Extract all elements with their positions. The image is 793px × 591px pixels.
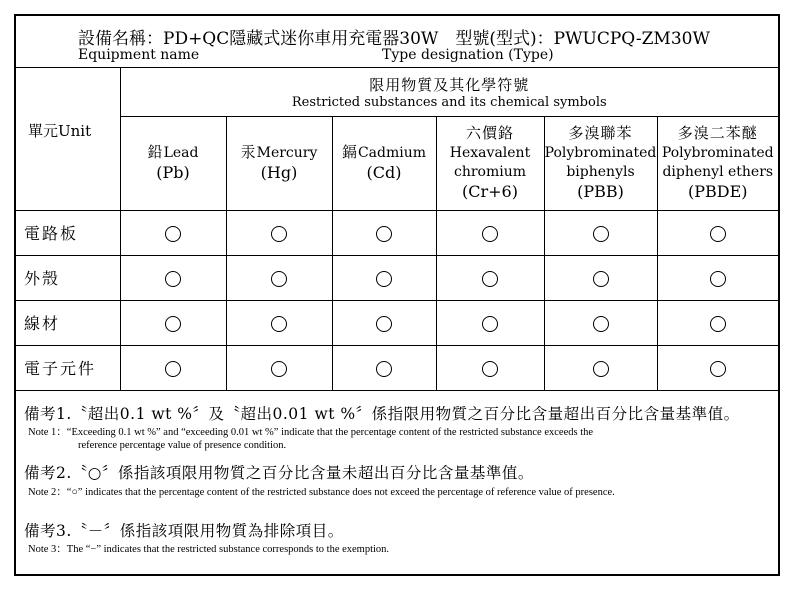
- row-label: 電子元件: [16, 345, 120, 390]
- circle-mark-icon: [710, 271, 726, 287]
- mark-cell: [120, 255, 226, 300]
- circle-mark-icon: [710, 361, 726, 377]
- equipment-header: [16, 16, 778, 68]
- unit-header: 單元Unit: [16, 68, 120, 210]
- circle-mark-icon: [271, 271, 287, 287]
- substance-pbde: 多溴二苯醚 Polybrominated diphenyl ethers (PBDE): [657, 116, 778, 210]
- circle-mark-icon: [710, 226, 726, 242]
- mark-cell: [332, 300, 436, 345]
- row-label: 外殼: [16, 255, 120, 300]
- note-3-zh: 備考3.〝－〞係指該項限用物質為排除項目。: [24, 522, 344, 540]
- restricted-substances-table: [16, 68, 778, 391]
- restricted-substances-header: [120, 68, 778, 116]
- table-row: [16, 345, 778, 390]
- mark-cell: [332, 255, 436, 300]
- mark-cell: [657, 210, 778, 255]
- circle-mark-icon: [165, 316, 181, 332]
- substance-pbb: 多溴聯苯 Polybrominated biphenyls (PBB): [544, 116, 657, 210]
- circle-mark-icon: [482, 316, 498, 332]
- mark-cell: [436, 255, 544, 300]
- row-label: 電路板: [16, 210, 120, 255]
- table-row: [16, 300, 778, 345]
- mark-cell: [226, 300, 332, 345]
- substance-cadmium: 鎘Cadmium (Cd): [332, 116, 436, 210]
- circle-mark-icon: [593, 316, 609, 332]
- mark-cell: [332, 210, 436, 255]
- note-1-en: Note 1：“Exceeding 0.1 wt %” and “exceeding 0.01 wt %” indicate that the percentage content of the restricted substance exceeds the reference percentage value of presence condition.: [28, 427, 594, 451]
- circle-mark-icon: [165, 361, 181, 377]
- circle-mark-icon: [710, 316, 726, 332]
- mark-cell: [226, 255, 332, 300]
- circle-mark-icon: [271, 226, 287, 242]
- mark-cell: [226, 210, 332, 255]
- circle-mark-icon: [271, 361, 287, 377]
- circle-mark-icon: [482, 271, 498, 287]
- note-3-en: Note 3：The “−” indicates that the restricted substance corresponds to the exemption.: [28, 544, 390, 555]
- mark-cell: [544, 300, 657, 345]
- mark-cell: [544, 255, 657, 300]
- circle-mark-icon: [593, 271, 609, 287]
- mark-cell: [226, 345, 332, 390]
- note-2-en: Note 2：“○” indicates that the percentage content of the restricted substance does not exceed the percentage of reference value of presence.: [28, 487, 615, 498]
- restricted-substances-zh: 限用物質及其化學符號: [369, 75, 530, 94]
- table-row: [16, 255, 778, 300]
- mark-cell: [120, 210, 226, 255]
- mark-cell: [436, 345, 544, 390]
- rohs-declaration-frame: [14, 14, 780, 576]
- mark-cell: [436, 300, 544, 345]
- substance-hexavalent-chromium: 六價鉻 Hexavalent chromium (Cr+6): [436, 116, 544, 210]
- note-1-zh: 備考1.〝超出0.1 wt %〞及〝超出0.01 wt %〞係指限用物質之百分比含量超出百分比含量基準值。: [24, 405, 740, 423]
- substance-mercury: 汞Mercury (Hg): [226, 116, 332, 210]
- mark-cell: [544, 345, 657, 390]
- row-label: 線材: [16, 300, 120, 345]
- mark-cell: [120, 300, 226, 345]
- type-designation-en: Type designation (Type): [382, 47, 554, 63]
- mark-cell: [657, 345, 778, 390]
- circle-mark-icon: [376, 361, 392, 377]
- mark-cell: [332, 345, 436, 390]
- mark-cell: [120, 345, 226, 390]
- mark-cell: [657, 300, 778, 345]
- circle-mark-icon: [482, 226, 498, 242]
- circle-mark-icon: [376, 226, 392, 242]
- equipment-name-en: Equipment name: [78, 47, 200, 63]
- circle-mark-icon: [376, 271, 392, 287]
- circle-mark-icon: [165, 226, 181, 242]
- mark-cell: [544, 210, 657, 255]
- restricted-substances-en: Restricted substances and its chemical symbols: [291, 94, 607, 110]
- note-2-zh: 備考2.〝○〞係指該項限用物質之百分比含量未超出百分比含量基準值。: [24, 464, 534, 482]
- mark-cell: [436, 210, 544, 255]
- substance-lead: 鉛Lead (Pb): [120, 116, 226, 210]
- circle-mark-icon: [165, 271, 181, 287]
- circle-mark-icon: [593, 361, 609, 377]
- equipment-name-zh: 設備名稱：PD+QC隱藏式迷你車用充電器30W 型號(型式)：PWUCPQ-ZM30W: [78, 29, 710, 49]
- circle-mark-icon: [271, 316, 287, 332]
- circle-mark-icon: [482, 361, 498, 377]
- circle-mark-icon: [593, 226, 609, 242]
- circle-mark-icon: [376, 316, 392, 332]
- mark-cell: [657, 255, 778, 300]
- table-row: [16, 210, 778, 255]
